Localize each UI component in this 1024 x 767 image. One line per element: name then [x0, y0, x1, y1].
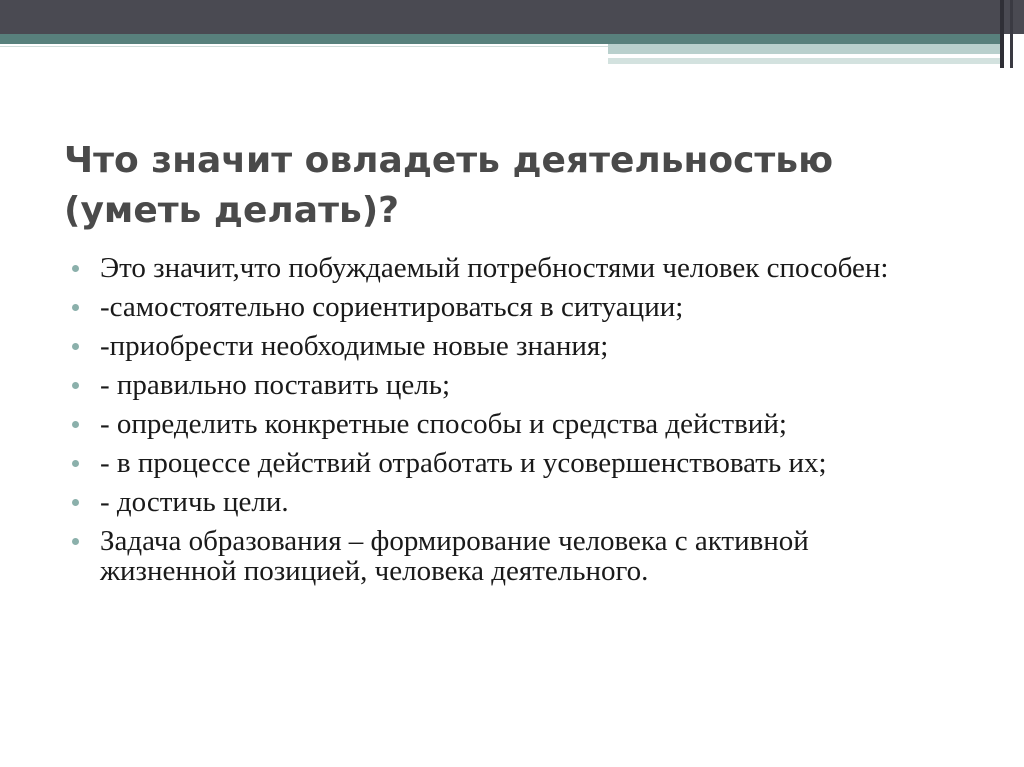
header-edge-bar — [1000, 0, 1004, 68]
list-item-text: Задача образования – формирование человека с активной жизненной позицией, человека деятельного. — [100, 525, 809, 587]
header-edge-bar-secondary — [1010, 0, 1013, 68]
list-item — [66, 331, 926, 361]
list-item — [66, 448, 926, 478]
list-item-text: - в процессе действий отработать и усовершенствовать их; — [100, 447, 827, 479]
header-bar-dark — [0, 0, 1024, 34]
list-item-text: - достичь цели. — [100, 486, 289, 518]
list-item — [66, 253, 926, 283]
bullet-list — [66, 253, 926, 595]
bullet-icon — [72, 343, 79, 350]
list-item-text: Это значит,что побуждаемый потребностями человек способен: — [100, 252, 889, 284]
header-bar-teal — [0, 34, 1000, 44]
list-item-text: -приобрести необходимые новые знания; — [100, 330, 609, 362]
header-bar-lighter — [608, 58, 1000, 64]
bullet-icon — [72, 421, 79, 428]
bullet-icon — [72, 382, 79, 389]
list-item — [66, 292, 926, 322]
header-line — [0, 46, 608, 47]
list-item — [66, 370, 926, 400]
bullet-icon — [72, 460, 79, 467]
list-item-text: - правильно поставить цель; — [100, 369, 450, 401]
list-item — [66, 526, 926, 586]
bullet-icon — [72, 304, 79, 311]
slide-title: Что значит овладеть деятельностью (уметь делать)? — [64, 140, 834, 231]
list-item-text: -самостоятельно сориентироваться в ситуации; — [100, 291, 684, 323]
header-bar-light — [608, 44, 1000, 54]
bullet-icon — [72, 265, 79, 272]
bullet-icon — [72, 499, 79, 506]
bullet-icon — [72, 538, 79, 545]
list-item — [66, 487, 926, 517]
list-item — [66, 409, 926, 439]
list-item-text: - определить конкретные способы и средства действий; — [100, 408, 787, 440]
